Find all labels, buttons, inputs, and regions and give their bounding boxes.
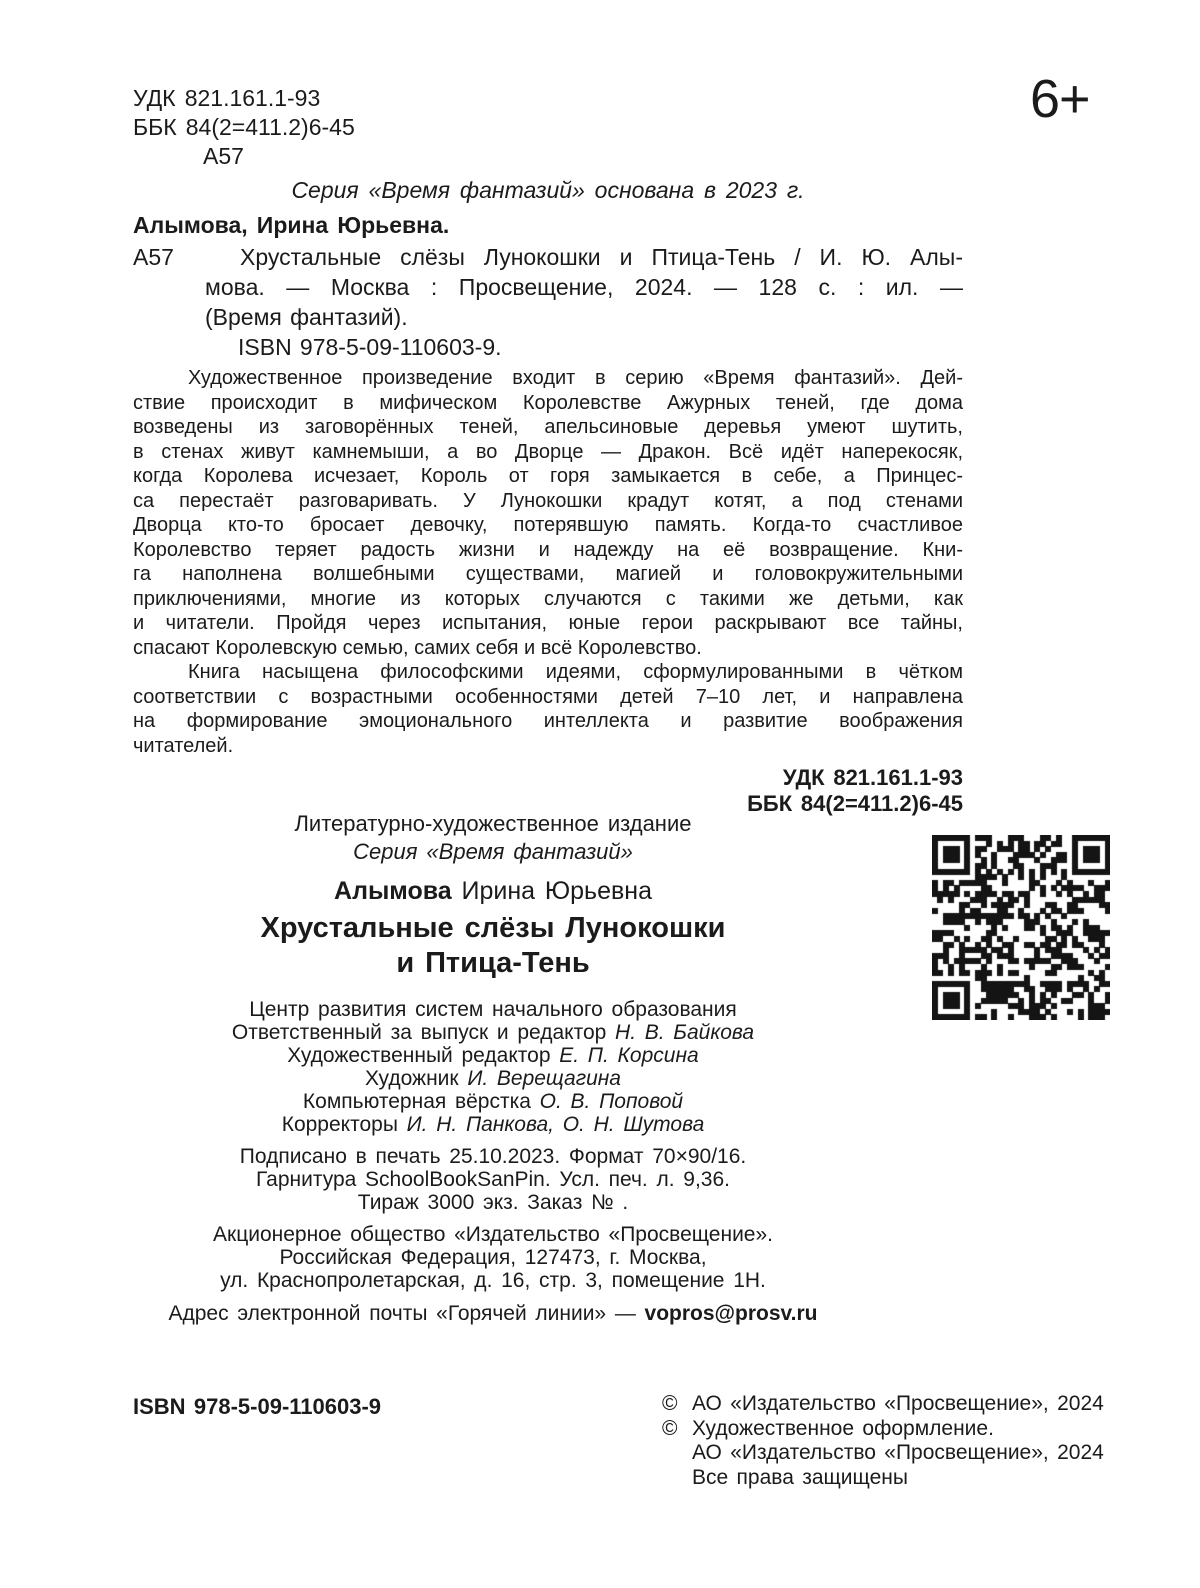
annotation-line: са перестаёт разговаривать. У Лунокошки крадут котят, а под стенами (133, 489, 963, 512)
annotation-line: и читатели. Пройдя через испытания, юные герои раскрывают все тайны, (133, 612, 963, 634)
bbk-right: ББК 84(2=411.2)6-45 (747, 791, 963, 816)
annotation-line: Дворца кто-то бросает девочку, потерявшую память. Когда-то счастливое (133, 514, 963, 536)
copyright-mark: © (662, 1392, 678, 1415)
bbk-line: ББК 84(2=411.2)6-45 (133, 114, 355, 140)
catalog-line: Хрустальные слёзы Лунокошки и Птица-Тень / И. Ю. Алы- (240, 244, 963, 270)
credit-name: О. В. Поповой (539, 1090, 684, 1113)
print-info-line: Тираж 3000 экз. Заказ № . (357, 1191, 629, 1214)
copyright-line (662, 1441, 1104, 1466)
hotline-email: vopros@prosv.ru (644, 1302, 818, 1325)
catalog-line: (Время фантазий). (205, 304, 408, 330)
credit-line (133, 998, 853, 1021)
imprint-series: Серия «Время фантазий» (353, 839, 633, 864)
annotation-line: Книга насыщена философскими идеями, сформулированными в чётком (188, 661, 963, 683)
annotation-line: когда Королева исчезает, Король от горя замыкается в себе, а Принцес- (133, 465, 963, 487)
annotation-line: Королевство теряет радость жизни и надежду на её возвращение. Кни- (133, 538, 963, 561)
annotation-paragraph-1 (133, 366, 963, 660)
annotation-line: спасают Королевскую семью, самих себя и всё Королевство. (133, 636, 702, 659)
credit-role: Центр развития систем начального образования (249, 998, 737, 1021)
credit-line (133, 1090, 853, 1113)
publisher-info-line: Акционерное общество «Издательство «Просвещение». (213, 1223, 773, 1246)
copyright-line (662, 1466, 1104, 1491)
book-title-line-2: и Птица-Тень (396, 947, 590, 979)
credit-role: Ответственный за выпуск и редактор (231, 1021, 616, 1044)
credit-name: И. Н. Панкова, О. Н. Шутова (406, 1113, 705, 1136)
credit-name: Н. В. Байкова (615, 1021, 755, 1044)
footer-isbn: ISBN 978-5-09-110603-9 (133, 1394, 382, 1419)
hotline-line (133, 1302, 853, 1325)
publisher-info-block (133, 1223, 853, 1292)
print-info-line: Подписано в печать 25.10.2023. Формат 70×90/16. (239, 1145, 747, 1168)
author-firstname: Ирина Юрьевна (451, 877, 652, 905)
publisher-info-line: Российская Федерация, 127473, г. Москва, (279, 1246, 707, 1269)
catalog-annotation-column (133, 0, 963, 817)
copyright-text: Все права защищены (692, 1465, 908, 1489)
annotation-paragraph-2 (133, 660, 963, 758)
annotation-line: ствие происходит в мифическом Королевстве Ажурных теней, где дома (133, 391, 963, 414)
catalog-code: А57 (133, 244, 174, 270)
credits-list (133, 998, 853, 1136)
credit-name: И. Верещагина (467, 1067, 621, 1090)
author-code: А57 (203, 143, 244, 169)
credit-role: Художник (364, 1067, 468, 1090)
credit-line (133, 1067, 853, 1090)
imprint-author (133, 877, 853, 905)
credit-line (133, 1021, 853, 1044)
credit-line (133, 1113, 853, 1136)
udk-right: УДК 821.161.1-93 (782, 765, 963, 790)
print-info-block (133, 1145, 853, 1214)
age-rating-badge: 6+ (1030, 69, 1090, 129)
publisher-info-line: ул. Краснопролетарская, д. 16, стр. 3, помещение 1Н. (220, 1269, 766, 1292)
copyright-mark: © (662, 1416, 678, 1440)
credit-role: Компьютерная вёрстка (302, 1090, 540, 1113)
edition-type: Литературно-художественное издание (294, 811, 692, 836)
credit-role: Корректоры (281, 1113, 407, 1136)
catalog-card (133, 242, 963, 362)
annotation-line: приключениями, многие из которых случаются с такими же детьми, как (133, 587, 963, 610)
catalog-line: мова. — Москва : Просвещение, 2024. — 128 с. : ил. — (205, 274, 963, 300)
print-info-line: Гарнитура SchoolBookSanPin. Усл. печ. л. 9,36. (255, 1168, 730, 1191)
annotation-line: соответствии с возрастными особенностями детей 7–10 лет, и направлена (133, 685, 963, 708)
imprint-section (133, 812, 853, 1325)
copyright-line (662, 1392, 1104, 1417)
copyright-text: Художественное оформление. (692, 1416, 994, 1440)
classification-codes (133, 765, 963, 817)
hotline-text: Адрес электронной почты «Горячей линии» — (168, 1302, 645, 1325)
annotation-line: в стенах живут камнемыши, а во Дворце — Дракон. Всё идёт наперекосяк, (133, 440, 963, 463)
copyright-text: АО «Издательство «Просвещение», 2024 (692, 1392, 1104, 1415)
copyright-block (662, 1392, 1104, 1490)
udk-line: УДК 821.161.1-93 (133, 85, 321, 111)
annotation-line: читателей. (133, 734, 234, 757)
annotation-line: возведены из заговорённых теней, апельсиновые деревья умеют шутить, (133, 416, 963, 438)
copyright-line (662, 1417, 1104, 1442)
author-heading: Алымова, Ирина Юрьевна. (133, 212, 450, 238)
credit-role: Художественный редактор (287, 1044, 560, 1067)
credit-line (133, 1044, 853, 1067)
annotation-line: га наполнена волшебными существами, магией и головокружительными (133, 563, 963, 585)
copyright-mark (662, 1466, 692, 1491)
copyright-text: АО «Издательство «Просвещение», 2024 (692, 1441, 1104, 1464)
credit-name: Е. П. Корсина (559, 1044, 699, 1067)
series-founded-note: Серия «Время фантазий» основана в 2023 г. (291, 177, 805, 203)
qr-code-icon (932, 835, 1110, 1020)
annotation-line: на формирование эмоционального интеллекта и развитие воображения (133, 710, 963, 732)
author-surname: Алымова (334, 877, 452, 905)
catalog-description (205, 242, 963, 362)
annotation-line: Художественное произведение входит в серию «Время фантазий». Дей- (188, 367, 963, 389)
copyright-mark (662, 1441, 692, 1466)
book-title-line-1: Хрустальные слёзы Лунокошки (260, 912, 726, 944)
catalog-line: ISBN 978-5-09-110603-9. (238, 334, 502, 360)
